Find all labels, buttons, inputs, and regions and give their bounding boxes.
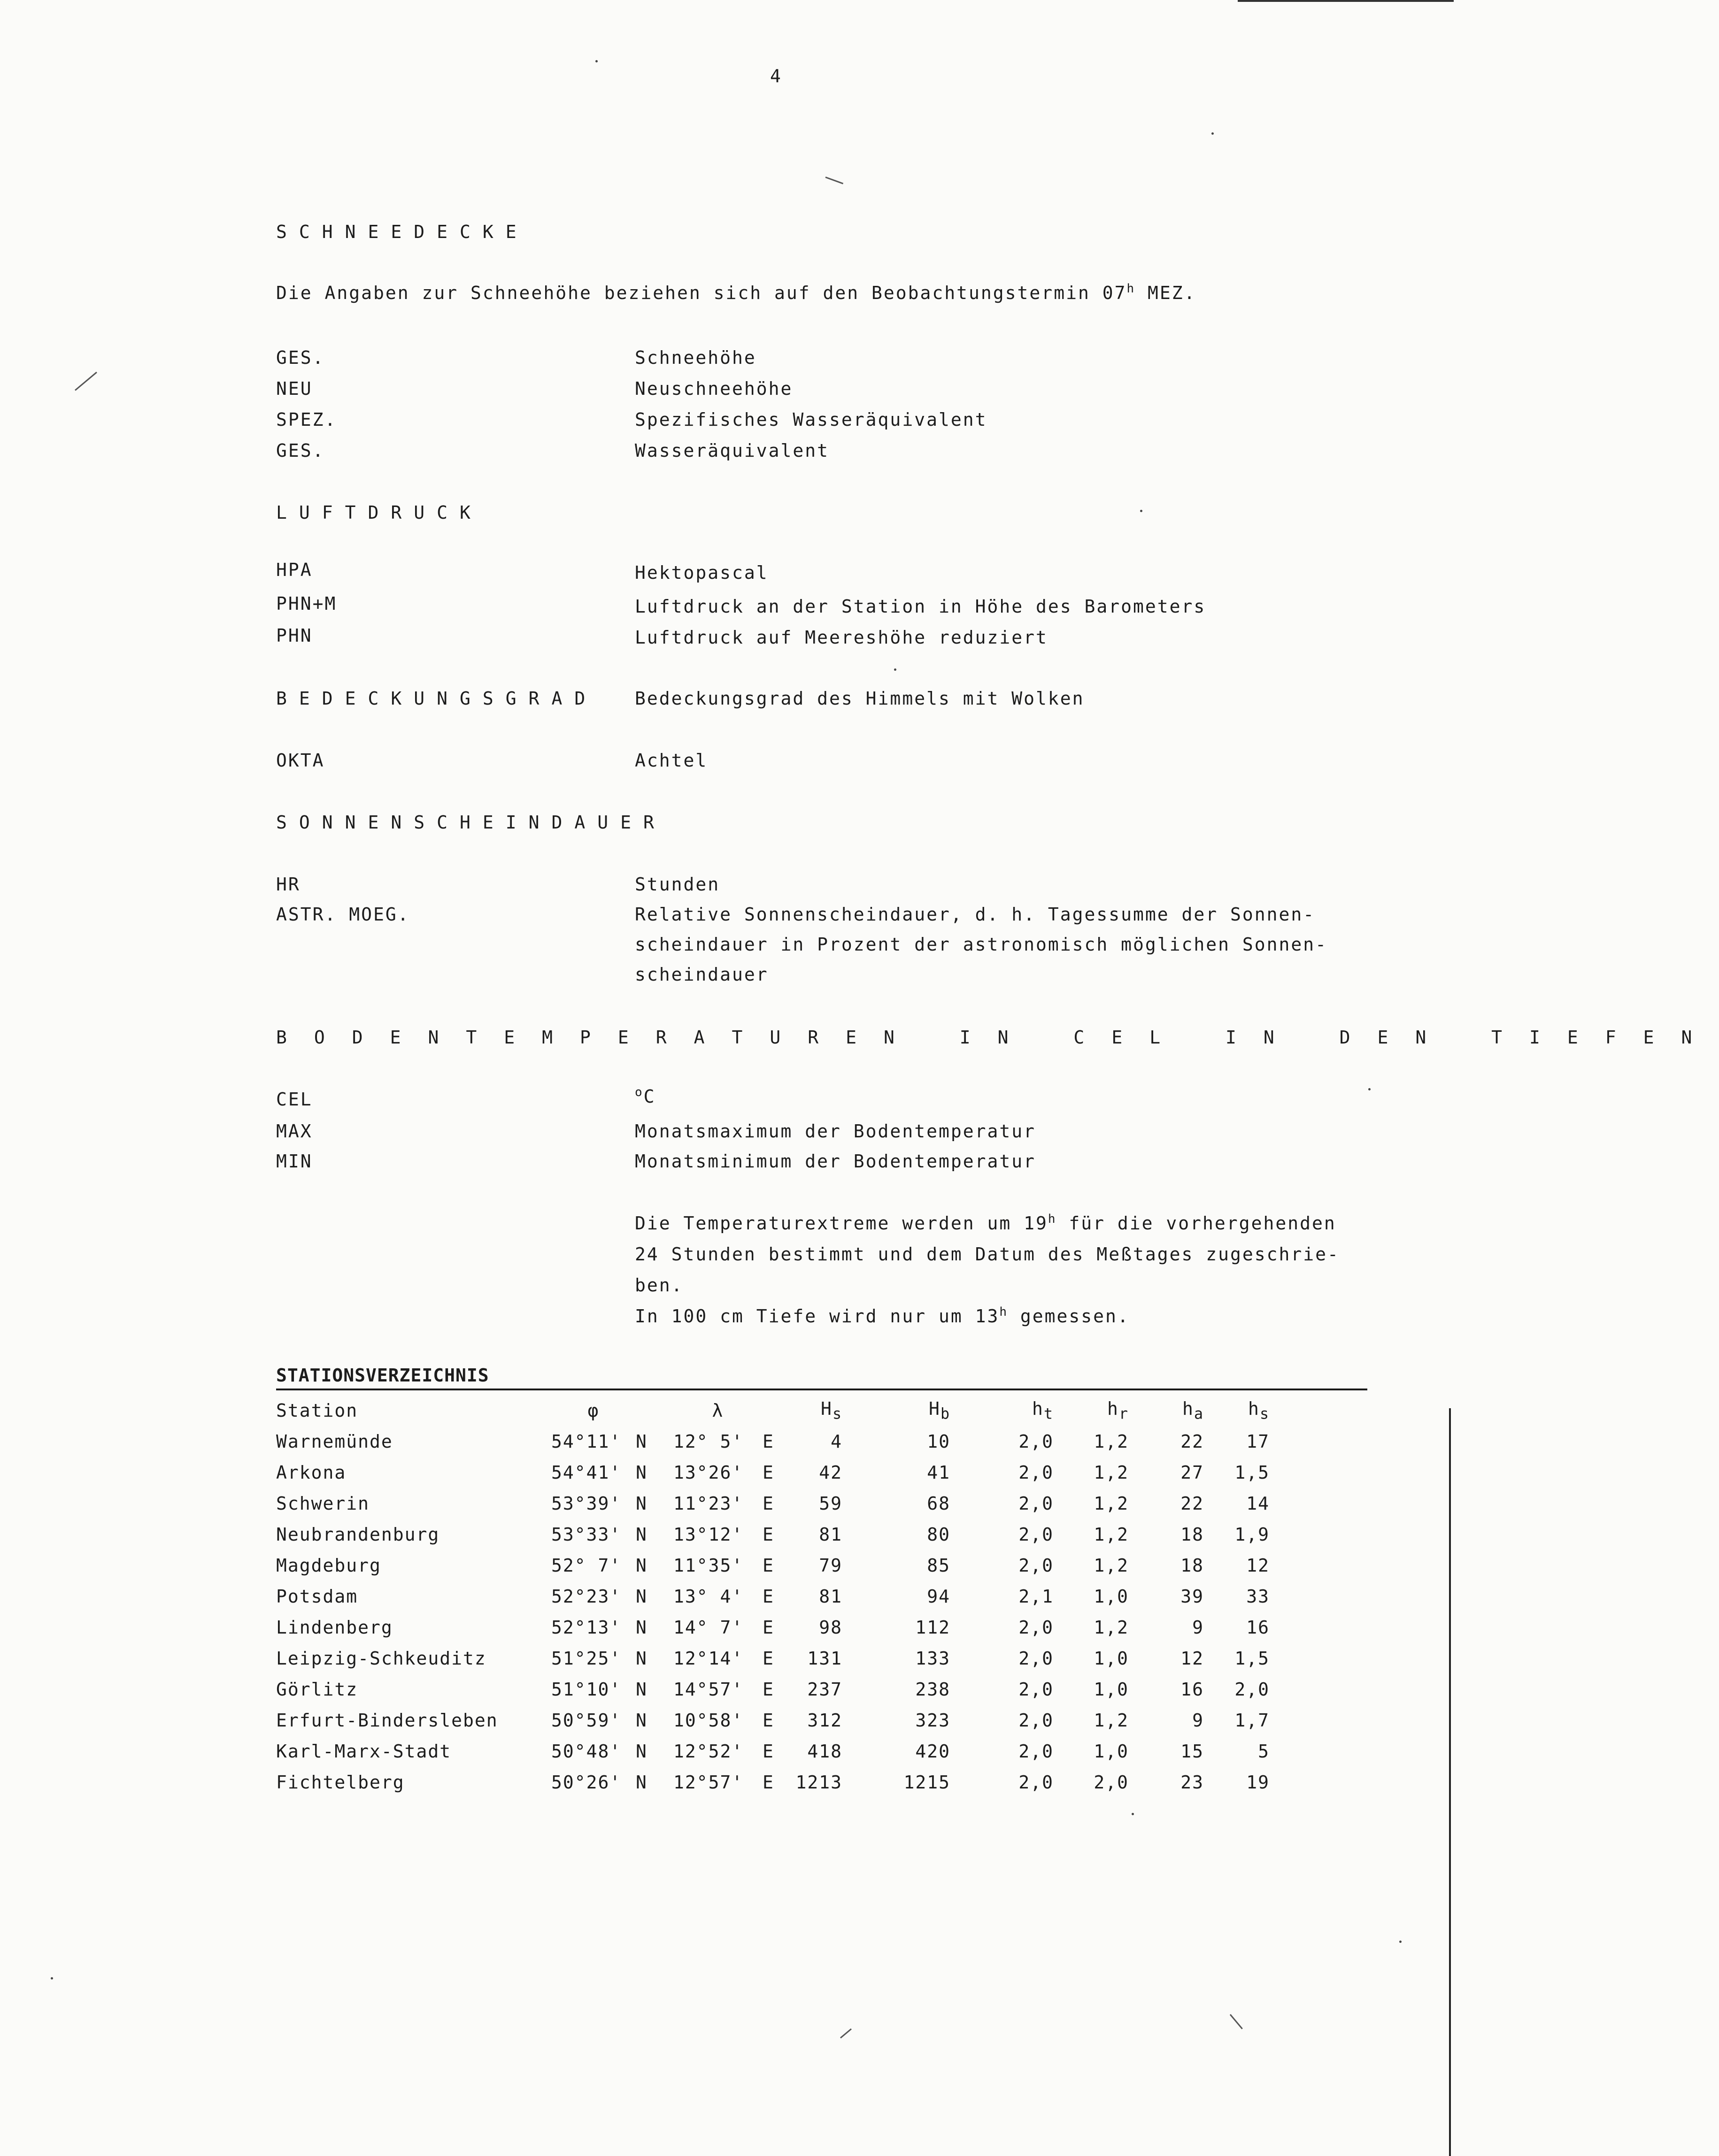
sunshine-recorder-height: 1,7 [1234, 1710, 1270, 1731]
term-definition-line: Relative Sonnenscheindauer, d. h. Tagessumme der Sonnen- [635, 904, 1316, 925]
station-longitude: 11°23' [673, 1493, 744, 1514]
barometer-height: 94 [927, 1586, 950, 1607]
table-row [276, 1426, 1270, 1457]
anemometer-height: 9 [1192, 1710, 1204, 1731]
soil-note-line: ben. [635, 1275, 684, 1296]
sunshine-recorder-height: 12 [1246, 1555, 1270, 1576]
station-height: 81 [819, 1524, 842, 1545]
scan-speck [1368, 1088, 1371, 1090]
station-latitude: 54°11' [551, 1431, 622, 1452]
barometer-height: 10 [927, 1431, 950, 1452]
barometer-height: 41 [927, 1462, 950, 1483]
term-definition-line: scheindauer [635, 964, 769, 985]
station-hemisphere: N [636, 1710, 648, 1731]
station-height: 237 [807, 1679, 842, 1700]
station-name: Potsdam [276, 1586, 358, 1607]
rain-gauge-height: 2,0 [1094, 1772, 1129, 1793]
rain-gauge-height: 1,2 [1094, 1617, 1129, 1638]
sunshine-recorder-height: 2,0 [1234, 1679, 1270, 1700]
rain-gauge-height: 1,2 [1094, 1524, 1129, 1545]
section-heading-soil: BODENTEMPERATUREN IN CEL IN DEN TIEFEN [276, 1027, 1719, 1048]
thermometer-height: 2,0 [1018, 1741, 1054, 1762]
scan-speck [1132, 1813, 1134, 1815]
barometer-height: 85 [927, 1555, 950, 1576]
table-row [276, 1705, 1270, 1736]
sunshine-recorder-height: 1,5 [1234, 1648, 1270, 1669]
term-label: GES. [276, 347, 325, 368]
station-meridian: E [763, 1648, 774, 1669]
anemometer-height: 22 [1180, 1431, 1204, 1452]
page-number: 4 [770, 66, 781, 86]
sunshine-recorder-height: 17 [1246, 1431, 1270, 1452]
station-longitude: 13° 4' [673, 1586, 744, 1607]
table-row [276, 1519, 1270, 1550]
scan-stroke [840, 2028, 852, 2039]
station-latitude: 52°13' [551, 1617, 622, 1638]
term-definition: Neuschneehöhe [635, 378, 793, 399]
soil-note-line: In 100 cm Tiefe wird nur um 13$^h$ gemessen. [635, 1305, 1130, 1327]
anemometer-height: 18 [1180, 1555, 1204, 1576]
station-longitude: 10°58' [673, 1710, 744, 1731]
column-header-longitude: λ [712, 1400, 724, 1421]
thermometer-height: 2,0 [1018, 1493, 1054, 1514]
section-heading-sunshine: SONNENSCHEINDAUER [276, 812, 666, 833]
sunshine-recorder-height: 1,9 [1234, 1524, 1270, 1545]
table-row [276, 1581, 1270, 1612]
table-row [276, 1550, 1270, 1581]
term-label: GES. [276, 440, 325, 461]
station-longitude: 12° 5' [673, 1431, 744, 1452]
stations-title: STATIONSVERZEICHNIS [276, 1365, 489, 1386]
station-meridian: E [763, 1772, 774, 1793]
station-name: Neubrandenburg [276, 1524, 440, 1545]
station-height: 79 [819, 1555, 842, 1576]
station-longitude: 14°57' [673, 1679, 744, 1700]
station-hemisphere: N [636, 1648, 648, 1669]
station-name: Leipzig-Schkeuditz [276, 1648, 486, 1669]
table-row [276, 1736, 1270, 1767]
station-hemisphere: N [636, 1555, 648, 1576]
station-meridian: E [763, 1741, 774, 1762]
station-hemisphere: N [636, 1741, 648, 1762]
term-label: HR [276, 874, 301, 895]
station-latitude: 52°23' [551, 1586, 622, 1607]
station-meridian: E [763, 1524, 774, 1545]
scan-stroke [825, 176, 843, 184]
scan-speck [1399, 1941, 1402, 1943]
anemometer-height: 16 [1180, 1679, 1204, 1700]
station-hemisphere: N [636, 1493, 648, 1514]
station-longitude: 12°14' [673, 1648, 744, 1669]
table-row [276, 1612, 1270, 1643]
table-row [276, 1488, 1270, 1519]
station-name: Lindenberg [276, 1617, 393, 1638]
barometer-height: 112 [915, 1617, 950, 1638]
station-longitude: 13°26' [673, 1462, 744, 1483]
station-longitude: 13°12' [673, 1524, 744, 1545]
scan-stroke [75, 372, 97, 391]
station-name: Schwerin [276, 1493, 370, 1514]
rain-gauge-height: 1,2 [1094, 1710, 1129, 1731]
column-header-station-height: $H_s$ [821, 1398, 842, 1423]
station-hemisphere: N [636, 1462, 648, 1483]
sunshine-recorder-height: 1,5 [1234, 1462, 1270, 1483]
barometer-height: 68 [927, 1493, 950, 1514]
anemometer-height: 15 [1180, 1741, 1204, 1762]
rain-gauge-height: 1,2 [1094, 1431, 1129, 1452]
anemometer-height: 39 [1180, 1586, 1204, 1607]
term-definition: $^o$C [635, 1085, 656, 1107]
section-heading-cover: BEDECKUNGSGRAD [276, 688, 598, 709]
thermometer-height: 2,0 [1018, 1679, 1054, 1700]
column-header-anemometer-height: $h_a$ [1182, 1398, 1204, 1423]
rain-gauge-height: 1,0 [1094, 1679, 1129, 1700]
station-meridian: E [763, 1555, 774, 1576]
column-header-barometer-height: $H_b$ [929, 1398, 950, 1423]
scan-edge-line [1238, 0, 1454, 2]
rain-gauge-height: 1,0 [1094, 1586, 1129, 1607]
station-name: Karl-Marx-Stadt [276, 1741, 452, 1762]
column-header-station: Station [276, 1400, 358, 1421]
thermometer-height: 2,0 [1018, 1431, 1054, 1452]
column-header-thermometer-height: $h_t$ [1032, 1398, 1054, 1423]
term-definition: Stunden [635, 874, 720, 895]
station-hemisphere: N [636, 1772, 648, 1793]
term-definition: Schneehöhe [635, 347, 756, 368]
scan-stroke [1230, 2014, 1243, 2030]
sunshine-recorder-height: 14 [1246, 1493, 1270, 1514]
scan-speck [894, 668, 896, 671]
stations-title-rule [276, 1389, 1367, 1390]
table-header-row [276, 1395, 1270, 1426]
thermometer-height: 2,0 [1018, 1772, 1054, 1793]
term-label: PHN+M [276, 593, 337, 614]
anemometer-height: 22 [1180, 1493, 1204, 1514]
station-latitude: 51°25' [551, 1648, 622, 1669]
table-row [276, 1643, 1270, 1674]
thermometer-height: 2,0 [1018, 1617, 1054, 1638]
section-heading-snow: SCHNEEDECKE [276, 222, 529, 242]
station-meridian: E [763, 1617, 774, 1638]
thermometer-height: 2,0 [1018, 1462, 1054, 1483]
station-height: 98 [819, 1617, 842, 1638]
station-height: 59 [819, 1493, 842, 1514]
term-label: PHN [276, 625, 313, 646]
thermometer-height: 2,1 [1018, 1586, 1054, 1607]
station-latitude: 50°59' [551, 1710, 622, 1731]
station-height: 1213 [795, 1772, 842, 1793]
station-name: Magdeburg [276, 1555, 381, 1576]
term-label: MIN [276, 1151, 313, 1172]
station-hemisphere: N [636, 1524, 648, 1545]
station-name: Görlitz [276, 1679, 358, 1700]
station-latitude: 53°33' [551, 1524, 622, 1545]
barometer-height: 238 [915, 1679, 950, 1700]
term-definition: Spezifisches Wasseräquivalent [635, 409, 987, 430]
barometer-height: 133 [915, 1648, 950, 1669]
section-heading-definition: Bedeckungsgrad des Himmels mit Wolken [635, 688, 1085, 709]
station-height: 81 [819, 1586, 842, 1607]
station-hemisphere: N [636, 1679, 648, 1700]
station-height: 42 [819, 1462, 842, 1483]
snow-intro: Die Angaben zur Schneehöhe beziehen sich auf den Beobachtungstermin 07$^h$ MEZ. [276, 282, 1196, 303]
rain-gauge-height: 1,2 [1094, 1493, 1129, 1514]
thermometer-height: 2,0 [1018, 1555, 1054, 1576]
anemometer-height: 23 [1180, 1772, 1204, 1793]
section-heading-pressure: LUFTDRUCK [276, 502, 483, 523]
term-definition: Luftdruck auf Meereshöhe reduziert [635, 627, 1048, 648]
station-height: 418 [807, 1741, 842, 1762]
thermometer-height: 2,0 [1018, 1710, 1054, 1731]
station-latitude: 52° 7' [551, 1555, 622, 1576]
table-row [276, 1457, 1270, 1488]
term-label: NEU [276, 378, 313, 399]
anemometer-height: 27 [1180, 1462, 1204, 1483]
sunshine-recorder-height: 16 [1246, 1617, 1270, 1638]
station-meridian: E [763, 1462, 774, 1483]
term-definition: Monatsmaximum der Bodentemperatur [635, 1121, 1036, 1142]
rain-gauge-height: 1,2 [1094, 1462, 1129, 1483]
term-definition-line: scheindauer in Prozent der astronomisch möglichen Sonnen- [635, 934, 1328, 955]
anemometer-height: 9 [1192, 1617, 1204, 1638]
station-longitude: 11°35' [673, 1555, 744, 1576]
station-latitude: 51°10' [551, 1679, 622, 1700]
station-meridian: E [763, 1493, 774, 1514]
anemometer-height: 18 [1180, 1524, 1204, 1545]
station-name: Fichtelberg [276, 1772, 405, 1793]
anemometer-height: 12 [1180, 1648, 1204, 1669]
barometer-height: 1215 [903, 1772, 950, 1793]
station-hemisphere: N [636, 1586, 648, 1607]
sunshine-recorder-height: 19 [1246, 1772, 1270, 1793]
scan-speck [1140, 510, 1142, 512]
term-label: MAX [276, 1121, 313, 1142]
thermometer-height: 2,0 [1018, 1524, 1054, 1545]
station-height: 4 [831, 1431, 842, 1452]
station-meridian: E [763, 1710, 774, 1731]
sunshine-recorder-height: 5 [1258, 1741, 1270, 1762]
station-latitude: 53°39' [551, 1493, 622, 1514]
rain-gauge-height: 1,0 [1094, 1741, 1129, 1762]
station-meridian: E [763, 1431, 774, 1452]
station-name: Erfurt-Bindersleben [276, 1710, 498, 1731]
barometer-height: 80 [927, 1524, 950, 1545]
term-definition: Monatsminimum der Bodentemperatur [635, 1151, 1036, 1172]
rain-gauge-height: 1,2 [1094, 1555, 1129, 1576]
term-definition: Hektopascal [635, 562, 769, 583]
soil-note-line: Die Temperaturextreme werden um 19$^h$ für die vorhergehenden [635, 1212, 1336, 1234]
station-name: Arkona [276, 1462, 347, 1483]
station-latitude: 50°26' [551, 1772, 622, 1793]
station-longitude: 14° 7' [673, 1617, 744, 1638]
station-latitude: 54°41' [551, 1462, 622, 1483]
term-label: HPA [276, 560, 313, 580]
station-meridian: E [763, 1679, 774, 1700]
term-label: CEL [276, 1089, 313, 1110]
station-height: 131 [807, 1648, 842, 1669]
scan-speck [595, 60, 598, 62]
term-label: ASTR. MOEG. [276, 904, 410, 925]
stations-table [276, 1395, 1270, 1798]
barometer-height: 420 [915, 1741, 950, 1762]
term-definition: Luftdruck an der Station in Höhe des Barometers [635, 596, 1206, 617]
column-header-spacer [636, 1395, 673, 1426]
term-label: OKTA [276, 750, 325, 771]
station-latitude: 50°48' [551, 1741, 622, 1762]
scan-speck [51, 1977, 53, 1980]
column-header-rain-gauge-height: $h_r$ [1107, 1398, 1129, 1423]
station-longitude: 12°57' [673, 1772, 744, 1793]
station-height: 312 [807, 1710, 842, 1731]
sunshine-recorder-height: 33 [1246, 1586, 1270, 1607]
station-hemisphere: N [636, 1617, 648, 1638]
term-definition: Wasseräquivalent [635, 440, 830, 461]
station-meridian: E [763, 1586, 774, 1607]
soil-note-line: 24 Stunden bestimmt und dem Datum des Meßtages zugeschrie- [635, 1244, 1340, 1265]
station-hemisphere: N [636, 1431, 648, 1452]
rain-gauge-height: 1,0 [1094, 1648, 1129, 1669]
table-row [276, 1674, 1270, 1705]
station-longitude: 12°52' [673, 1741, 744, 1762]
column-header-spacer [763, 1395, 786, 1426]
barometer-height: 323 [915, 1710, 950, 1731]
scan-speck [1211, 132, 1214, 135]
thermometer-height: 2,0 [1018, 1648, 1054, 1669]
term-definition: Achtel [635, 750, 708, 771]
station-name: Warnemünde [276, 1431, 393, 1452]
term-label: SPEZ. [276, 409, 337, 430]
column-header-sunshine-recorder-height: $h_s$ [1248, 1398, 1270, 1423]
column-header-latitude: φ [587, 1400, 600, 1421]
scan-edge-line [1449, 1408, 1451, 2156]
table-row [276, 1767, 1270, 1798]
